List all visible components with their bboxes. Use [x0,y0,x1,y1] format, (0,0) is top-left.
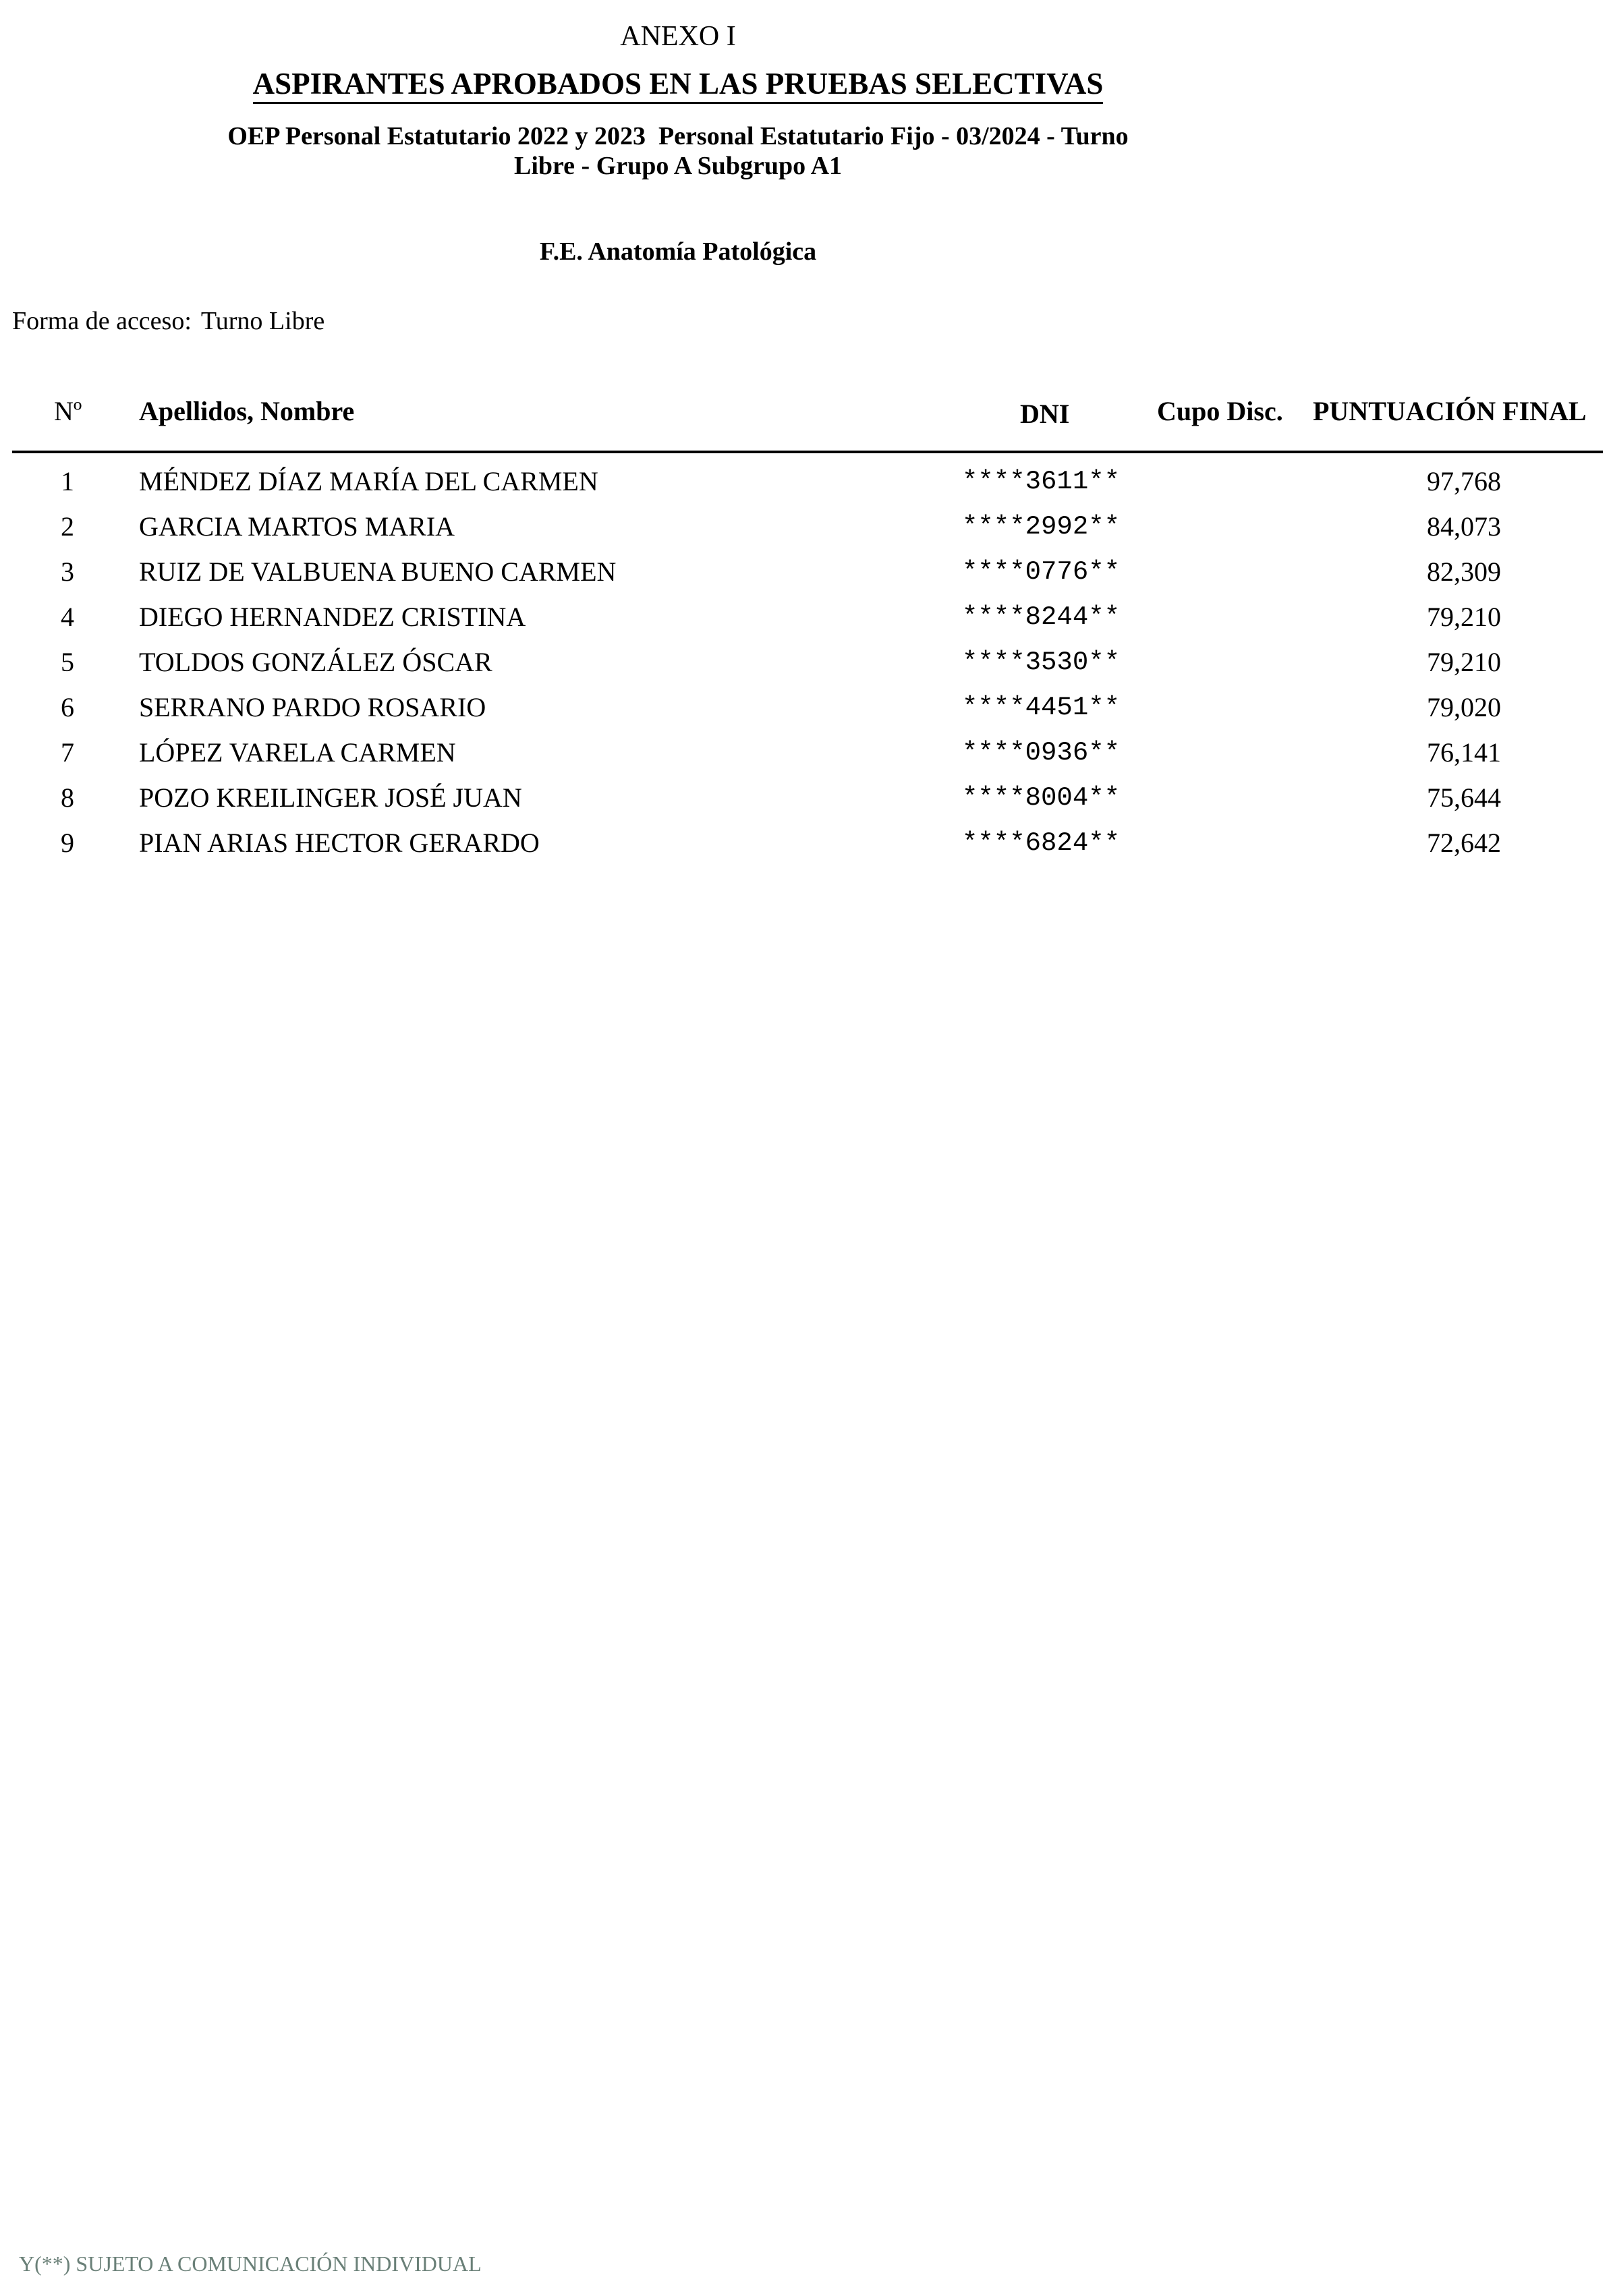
row-dni: ****3611** [962,467,1121,496]
row-dni: ****4451** [962,693,1121,722]
row-dni: ****6824** [962,828,1121,858]
row-dni: ****0936** [962,738,1121,768]
column-header-cupo: Cupo Disc. [1157,396,1283,426]
row-name: RUIZ DE VALBUENA BUENO CARMEN [139,556,617,587]
row-name: SERRANO PARDO ROSARIO [139,692,486,722]
annex-label: ANEXO I [620,21,736,52]
row-number: 1 [61,466,74,496]
table-row [0,691,1611,737]
row-name: POZO KREILINGER JOSÉ JUAN [139,782,522,813]
row-score: 79,210 [1427,602,1501,632]
row-dni: ****8004** [962,783,1121,813]
row-name: PIAN ARIAS HECTOR GERARDO [139,828,540,858]
table-row [0,646,1611,691]
row-score: 75,644 [1427,782,1501,813]
document-title-text: ASPIRANTES APROBADOS EN LAS PRUEBAS SELECTIVAS [253,67,1104,104]
footer-note: Y(**) SUJETO A COMUNICACIÓN INDIVIDUAL [19,2251,482,2276]
row-score: 79,020 [1427,692,1501,722]
row-number: 5 [61,647,74,677]
specialty-heading: F.E. Anatomía Patológica [539,237,817,266]
row-score: 72,642 [1427,828,1501,858]
row-number: 6 [61,692,74,722]
row-name: GARCIA MARTOS MARIA [139,511,455,542]
access-value: Turno Libre [200,307,325,335]
oep-description [0,121,1356,181]
table-row [0,556,1611,601]
access-label: Forma de acceso: [12,307,192,335]
row-name: LÓPEZ VARELA CARMEN [139,737,456,768]
access-form-line [12,306,324,337]
row-number: 9 [61,828,74,858]
table-row [0,782,1611,827]
table-row [0,737,1611,782]
column-header-dni: DNI [1020,399,1070,429]
column-header-number: Nº [54,396,82,426]
row-score: 84,073 [1427,511,1501,542]
row-score: 76,141 [1427,737,1501,768]
row-dni: ****8244** [962,602,1121,632]
table-row [0,601,1611,646]
document-title [0,65,1356,103]
row-number: 7 [61,737,74,768]
row-number: 3 [61,556,74,587]
table-row [0,465,1611,511]
column-header-score: PUNTUACIÓN FINAL [1313,396,1587,426]
row-name: TOLDOS GONZÁLEZ ÓSCAR [139,647,492,677]
table-row [0,827,1611,872]
oep-line-2: Libre - Grupo A Subgrupo A1 [513,152,843,180]
row-number: 4 [61,602,74,632]
table-row [0,511,1611,556]
row-score: 97,768 [1427,466,1501,496]
row-score: 82,309 [1427,556,1501,587]
row-score: 79,210 [1427,647,1501,677]
row-number: 8 [61,782,74,813]
row-name: DIEGO HERNANDEZ CRISTINA [139,602,526,632]
column-header-name: Apellidos, Nombre [139,396,355,426]
row-dni: ****2992** [962,512,1121,542]
oep-line-1: OEP Personal Estatutario 2022 y 2023 Personal Estatutario Fijo - 03/2024 - Turno [227,122,1129,150]
row-dni: ****3530** [962,648,1121,677]
row-dni: ****0776** [962,557,1121,587]
results-table-body [0,465,1611,872]
row-name: MÉNDEZ DÍAZ MARÍA DEL CARMEN [139,466,598,496]
row-number: 2 [61,511,74,542]
header-divider [12,451,1603,453]
